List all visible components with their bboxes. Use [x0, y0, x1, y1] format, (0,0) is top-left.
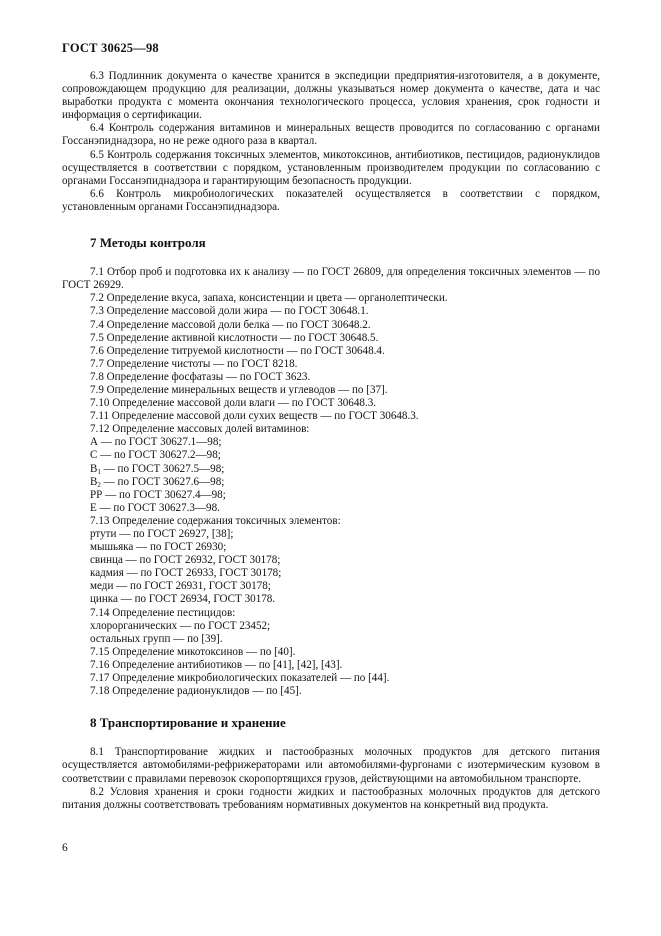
- item-7-11: 7.11 Определение массовой доли сухих веществ — по ГОСТ 30648.3.: [90, 410, 419, 423]
- item-7-8: 7.8 Определение фосфатазы — по ГОСТ 3623.: [90, 370, 311, 383]
- item-7-3: 7.3 Определение массовой доли жира — по ГОСТ 30648.1.: [90, 305, 369, 318]
- item-7-5: 7.5 Определение активной кислотности — по ГОСТ 30648.5.: [90, 331, 379, 344]
- item-7-6: 7.6 Определение титруемой кислотности — по ГОСТ 30648.4.: [90, 344, 385, 357]
- pesticide-other-line: остальных групп — по [39].: [90, 632, 223, 645]
- toxic-cadmium-line: кадмия — по ГОСТ 26933, ГОСТ 30178;: [90, 567, 282, 580]
- item-7-15: 7.15 Определение микотоксинов — по [40].: [90, 645, 296, 658]
- item-7-17: 7.17 Определение микробиологических показателей — по [44].: [90, 672, 390, 685]
- item-7-2: 7.2 Определение вкуса, запаха, консистенции и цвета — органолептически.: [90, 292, 448, 305]
- section-8-title: 8 Транспортирование и хранение: [90, 715, 286, 731]
- paragraph-6-4: 6.4 Контроль содержания витаминов и минеральных веществ проводится по согласованию с органами Госсанэпиднадзора, но не реже одного раза в квартал.: [62, 122, 600, 148]
- vitamin-pp-line: РР — по ГОСТ 30627.4—98;: [90, 488, 226, 501]
- vitamin-b1-letter: В: [90, 462, 98, 475]
- pesticide-organochlorine-line: хлорорганических — по ГОСТ 23452;: [90, 619, 271, 632]
- section-7-title: 7 Методы контроля: [90, 235, 206, 251]
- paragraph-7-1: 7.1 Отбор проб и подготовка их к анализу — по ГОСТ 26809, для определения токсичных элементов — по ГОСТ 26929.: [62, 266, 600, 292]
- spacer: [62, 698, 600, 716]
- paragraph-6-3: 6.3 Подлинник документа о качестве хранится в экспедиции предприятия-изготовителя, а в документе, сопровождающем продукцию для реализации, должны указываться номер документа о качестве, дата и час выработки продукта с момента окончания технологического процесса, условия хранения, срок годности и информация о сертификации.: [62, 70, 600, 122]
- toxic-mercury-line: ртути — по ГОСТ 26927, [38];: [90, 528, 234, 540]
- vitamin-b2-letter: В: [90, 475, 98, 488]
- spacer: [62, 214, 600, 236]
- vitamin-b1-reference: — по ГОСТ 30627.5—98;: [100, 462, 225, 475]
- item-7-7: 7.7 Определение чистоты — по ГОСТ 8218.: [90, 357, 298, 370]
- item-7-13: 7.13 Определение содержания токсичных элементов:: [90, 514, 341, 527]
- vitamin-b2-reference: — по ГОСТ 30627.6—98;: [100, 475, 225, 488]
- vitamin-e-line: Е — по ГОСТ 30627.3—98.: [90, 501, 220, 514]
- spacer: [62, 249, 600, 266]
- item-7-4: 7.4 Определение массовой доли белка — по ГОСТ 30648.2.: [90, 318, 371, 331]
- toxic-copper-line: меди — по ГОСТ 26931, ГОСТ 30178;: [90, 580, 271, 593]
- vitamin-c-line: С — по ГОСТ 30627.2—98;: [90, 449, 221, 462]
- page-number: 6: [62, 842, 68, 854]
- item-7-9: 7.9 Определение минеральных веществ и углеводов — по [37].: [90, 383, 388, 396]
- document-code-header: ГОСТ 30625—98: [62, 41, 159, 55]
- item-7-14: 7.14 Определение пестицидов:: [90, 606, 236, 619]
- paragraph-8-1: 8.1 Транспортирование жидких и пастообразных молочных продуктов для детского питания осуществляется автомобилями-рефрижераторами или автомобилями-фургонами с изотермическим кузовом в соответствии с правилами перевозок скоропортящихся грузов, действующими на автомобильном транспорте.: [62, 746, 600, 785]
- vitamin-b1-line: [62, 463, 600, 476]
- item-7-10: 7.10 Определение массовой доли влаги — по ГОСТ 30648.3.: [90, 397, 377, 410]
- toxic-lead-line: свинца — по ГОСТ 26932, ГОСТ 30178;: [90, 554, 281, 567]
- vitamin-b2-subscript: 2: [97, 480, 101, 489]
- paragraph-8-2: 8.2 Условия хранения и сроки годности жидких и пастообразных молочных продуктов для детского питания должны соответствовать требованиям нормативных документов на конкретный вид продукта.: [62, 785, 600, 811]
- vitamin-a-line: А — по ГОСТ 30627.1—98;: [90, 436, 222, 449]
- item-7-12: 7.12 Определение массовых долей витаминов:: [90, 423, 310, 436]
- paragraph-6-5: 6.5 Контроль содержания токсичных элементов, микотоксинов, антибиотиков, пестицидов, радионуклидов осуществляется в соответствии с порядком, установленным производителем продукции по согласованию с органами Госсанэпиднадзора и гарантирующим безопасность продукции.: [62, 148, 600, 187]
- vitamin-b1-subscript: 1: [97, 467, 101, 476]
- page-content: [62, 70, 600, 812]
- item-7-16: 7.16 Определение антибиотиков — по [41], [42], [43].: [90, 658, 343, 671]
- item-7-18: 7.18 Определение радионуклидов — по [45].: [90, 685, 302, 698]
- toxic-arsenic-line: мышьяка — по ГОСТ 26930;: [90, 541, 227, 554]
- paragraph-6-6: 6.6 Контроль микробиологических показателей осуществляется в соответствии с порядком, установленным органами Госсанэпиднадзора.: [62, 187, 600, 213]
- vitamin-b2-line: [62, 476, 600, 489]
- toxic-zinc-line: цинка — по ГОСТ 26934, ГОСТ 30178.: [90, 593, 276, 606]
- spacer: [62, 729, 600, 746]
